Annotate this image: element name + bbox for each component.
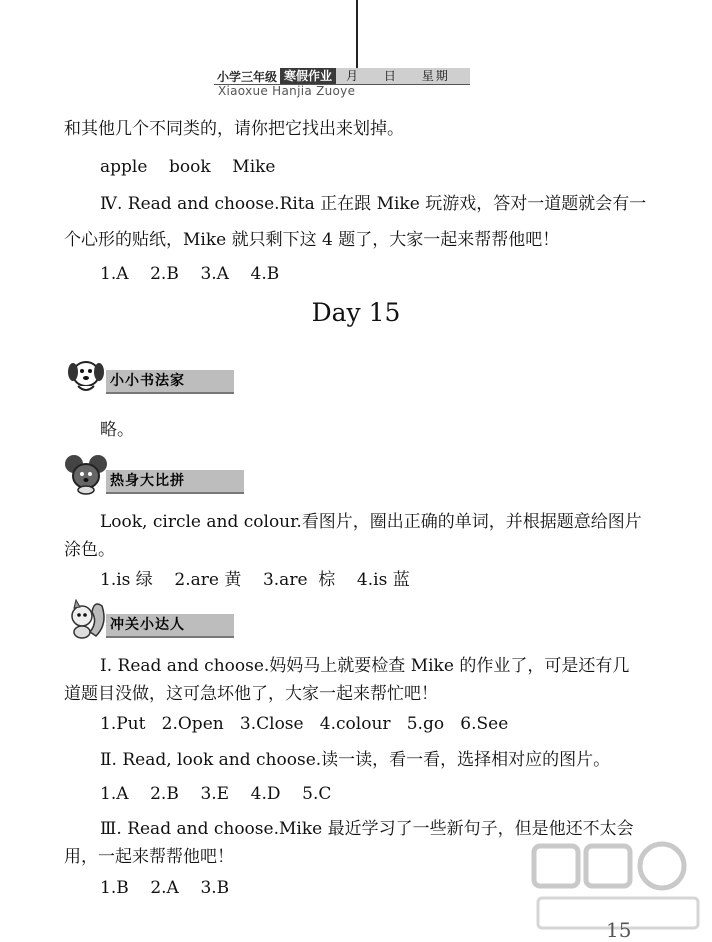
header-weekday-label: 星期 bbox=[421, 69, 450, 83]
section-warmup bbox=[64, 470, 264, 492]
part4-line1: Ⅳ. Read and choose.Rita 正在跟 Mike 玩游戏，答对一道题就会有一 bbox=[100, 194, 647, 214]
part2-line1: Ⅱ. Read, look and choose.读一读，看一看，选择相对应的图片。 bbox=[100, 750, 611, 770]
section-challenge bbox=[64, 614, 264, 636]
section2-answers: 1.is 绿 2.are 黄 3.are 棕 4.is 蓝 bbox=[100, 570, 410, 590]
part3-line2: 用，一起来帮帮他吧！ bbox=[64, 847, 234, 867]
part1-line2: 道题目没做，这可急坏他了，大家一起来帮忙吧！ bbox=[64, 684, 438, 704]
header-date-field bbox=[336, 68, 470, 84]
section2-line1: Look, circle and colour.看图片，圈出正确的单词，并根据题意给图片 bbox=[100, 512, 642, 532]
squirrel-mascot-icon bbox=[64, 596, 108, 640]
intro-answers: apple book Mike bbox=[100, 157, 276, 177]
top-divider-line bbox=[356, 0, 358, 74]
part2-answers: 1.A 2.B 3.E 4.D 5.C bbox=[100, 784, 332, 804]
page-header bbox=[214, 68, 470, 84]
part4-answers: 1.A 2.B 3.A 4.B bbox=[100, 264, 280, 284]
mouse-mascot-icon bbox=[64, 452, 108, 496]
page-number: 15 bbox=[606, 918, 632, 942]
part3-answers: 1.B 2.A 3.B bbox=[100, 878, 230, 898]
section-label: 小小书法家 bbox=[110, 373, 185, 389]
section-calligraphy bbox=[64, 370, 264, 392]
part4-line2: 个心形的贴纸，Mike 就只剩下这 4 题了，大家一起来帮帮他吧！ bbox=[64, 230, 560, 250]
part3-line1: Ⅲ. Read and choose.Mike 最近学习了一些新句子，但是他还不太会 bbox=[100, 819, 634, 839]
section1-answer: 略。 bbox=[100, 420, 134, 440]
part1-answers: 1.Put 2.Open 3.Close 4.colour 5.go 6.See bbox=[100, 714, 509, 734]
part1-line1: Ⅰ. Read and choose.妈妈马上就要检查 Mike 的作业了，可是还有几 bbox=[100, 656, 630, 676]
header-day-label: 日 bbox=[383, 69, 398, 83]
header-title-highlight: 寒假作业 bbox=[280, 68, 336, 84]
intro-line: 和其他几个不同类的，请你把它找出来划掉。 bbox=[64, 119, 404, 139]
dog-mascot-icon bbox=[64, 352, 108, 396]
header-subtitle: Xiaoxue Hanjia Zuoye bbox=[218, 84, 356, 98]
header-month-label: 月 bbox=[346, 69, 361, 83]
header-title-prefix: 小学三年级 bbox=[214, 68, 280, 85]
section-label: 热身大比拼 bbox=[110, 473, 185, 489]
section-label: 冲关小达人 bbox=[110, 617, 185, 633]
section2-line2: 涂色。 bbox=[64, 540, 115, 560]
day-title: Day 15 bbox=[311, 298, 401, 327]
